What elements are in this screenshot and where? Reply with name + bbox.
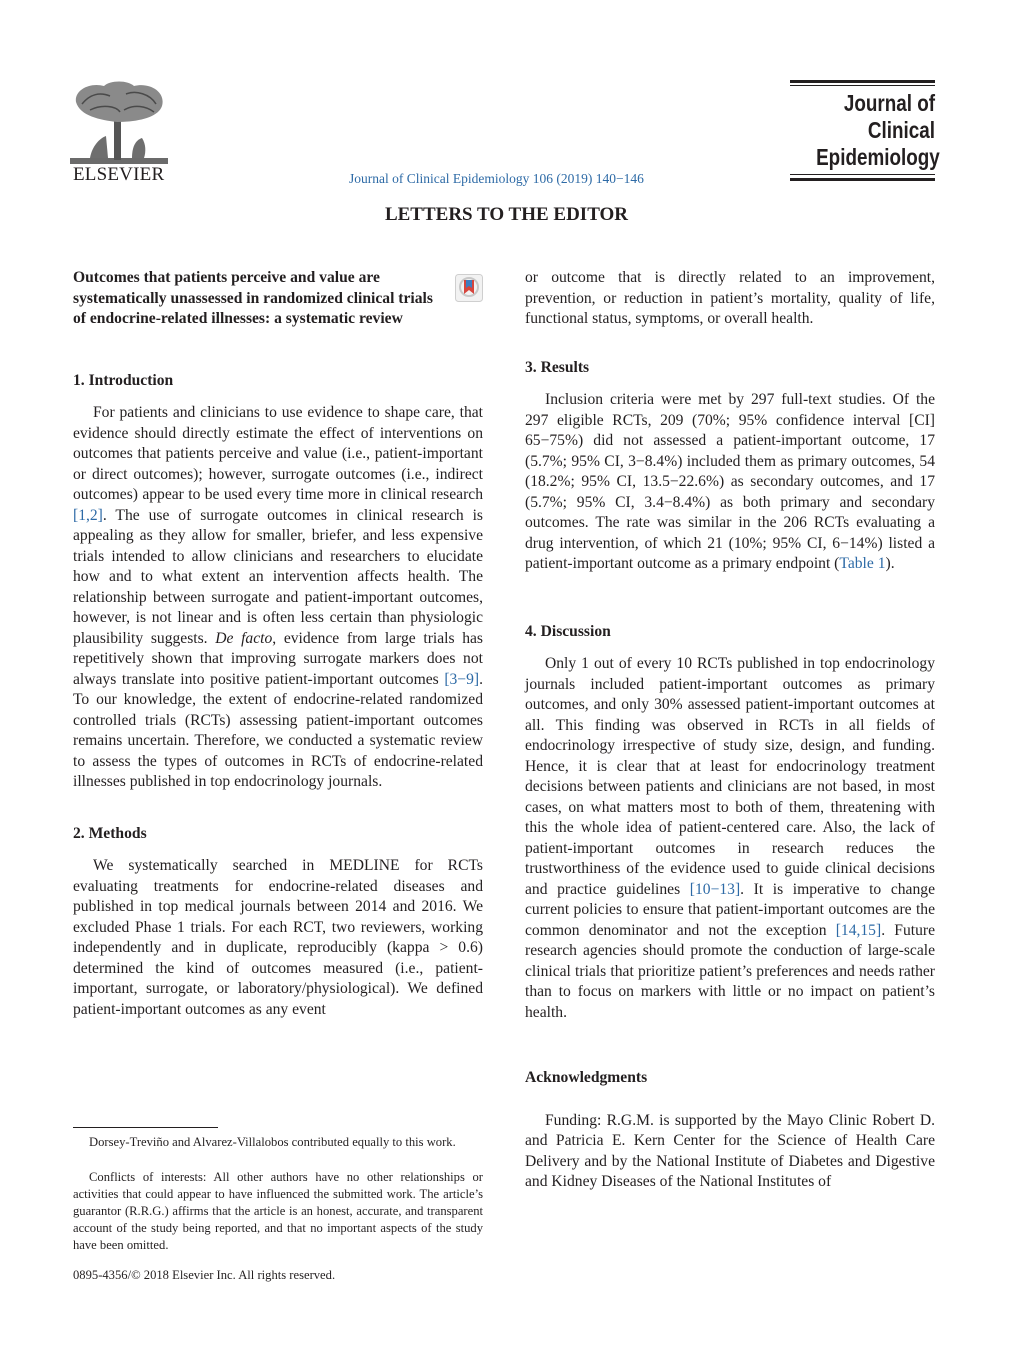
citation-link[interactable]: [1,2]: [73, 506, 103, 524]
acknowledgments-heading: Acknowledgments: [525, 1069, 648, 1086]
discussion-paragraph: Only 1 out of every 10 RCTs published in top endocrinology journals included patient-important outcomes as primary outcomes, and only 30% assessed patient-important outcomes at all. This finding was observed in RCTs in all fields of endocrinology irrespective of study size, design, and funding. Hence, it is clear that at least for endocrinology treatment decisions between patients and clinicians are not based, in most cases, on what matters most to both of them, threatening with this the whole idea of patient-centered care. Also, the lack of patient-important outcomes in research reduces the trustworthiness of the evidence used to guide clinical decisions and practice guidelines [10−13]. It is imperative to change current policies to ensure that patient-important outcomes are the common denominator and not the exception [14,15]. Future research agencies should promote the conduction of large-scale clinical trials that prioritize patient’s preferences and needs rather than to focus on markers with little or no impact on patient’s health.: [525, 655, 935, 1021]
right-column: [525, 268, 935, 1193]
publisher-name: ELSEVIER: [73, 164, 165, 185]
footnote-1: Dorsey-Treviño and Alvarez-Villalobos contributed equally to this work.: [89, 1135, 456, 1149]
article-title: Outcomes that patients perceive and value are systematically unassessed in randomized clinical trials of endocrine-related illnesses: a systematic review: [73, 269, 433, 327]
footnote-2: Conflicts of interests: All other authors have no other relationships or activities that could appear to have influenced the submitted work. The article’s guarantor (R.R.G.) affirms that the article is an honest, accurate, and transparent account of the study being reported, and that no important aspects of the study have been omitted.: [73, 1170, 483, 1252]
journal-brand: [790, 80, 940, 182]
methods-paragraph: We systematically searched in MEDLINE for RCTs evaluating treatments for endocrine-related diseases and published in top medical journals between 2014 and 2016. We excluded Phase 1 trials. For each RCT, two reviewers, working independently and in duplicate, reproducibly (kappa > 0.6) determined the kind of outcomes measured (i.e., patient-important, surrogate, or laboratory/physiological). We defined patient-important outcomes as any event: [73, 857, 483, 1018]
copyright-line: 0895-4356/© 2018 Elsevier Inc. All rights reserved.: [73, 1268, 336, 1282]
citation-link[interactable]: [10−13]: [689, 880, 741, 898]
section-heading: LETTERS TO THE EDITOR: [384, 204, 629, 225]
citation-link[interactable]: [3−9]: [444, 670, 480, 688]
discussion-heading: 4. Discussion: [525, 622, 611, 640]
intro-paragraph: For patients and clinicians to use evidence to shape care, that evidence should directly estimate the effect of interventions on outcomes that patients perceive and value (i.e., patient-important or direct outcomes); however, surrogate outcomes (i.e., indirect outcomes) appear to be used every time more in clinical research [1,2]. The use of surrogate outcomes in clinical research is appealing as they allow for smaller, briefer, and less expensive trials intended to allow clinicians and researchers to elucidate how and to what extent an intervention affects health. The relationship between surrogate and patient-important outcomes, however, is not linear and is often less certain than physiologic plausibility suggests. De facto, evidence from large trials has repetitively shown that improving surrogate markers does not always translate into positive patient-important outcomes [3−9]. To our knowledge, the extent of endocrine-related randomized controlled trials (RCTs) assessing patient-important outcomes remains uncertain. Therefore, we conducted a systematic review to assess the types of outcomes in RCTs of endocrine-related illnesses published in top endocrinology journals.: [73, 404, 484, 790]
results-paragraph: Inclusion criteria were met by 297 full-text studies. Of the 297 eligible RCTs, 209 (70%; 95% confidence interval [CI] 65−75%) did not assessed a patient-important outcome, 17 (5.7%; 95% CI, 3−8.4%) included them as primary outcomes, 54 (18.2%; 95% CI, 13.5−22.6%) as secondary outcomes, and 17 (5.7%; 95% CI, 3.4−8.4%) as both primary and secondary outcomes. The rate was similar in the 206 RCTs evaluating a drug intervention, of which 21 (10%; 95% CI, 6−14%) listed a patient-important outcome as a primary endpoint (Table 1).: [525, 391, 935, 572]
elsevier-tree-logo: [70, 80, 168, 166]
citation-link[interactable]: [14,15]: [835, 921, 882, 939]
results-heading: 3. Results: [525, 358, 590, 376]
methods-heading: 2. Methods: [73, 824, 147, 842]
left-column: [73, 268, 483, 1020]
table-link[interactable]: Table 1: [839, 555, 886, 572]
acknowledgments-paragraph: Funding: R.G.M. is supported by the Mayo Clinic Robert D. and Patricia E. Kern Center for the Science of Health Care Delivery and by the National Institute of Diabetes and Digestive and Kidney Diseases of the National Institutes of: [525, 1111, 935, 1190]
journal-citation[interactable]: Journal of Clinical Epidemiology 106 (2019) 140−146: [349, 171, 644, 186]
footnote-divider: [73, 1127, 218, 1128]
journal-brand-name: Journal of Clinical Epidemiology: [816, 90, 940, 170]
methods-continuation: or outcome that is directly related to an improvement, prevention, or reduction in patient’s mortality, quality of life, functional status, symptoms, or overall health.: [525, 269, 935, 327]
intro-heading: 1. Introduction: [73, 371, 174, 389]
